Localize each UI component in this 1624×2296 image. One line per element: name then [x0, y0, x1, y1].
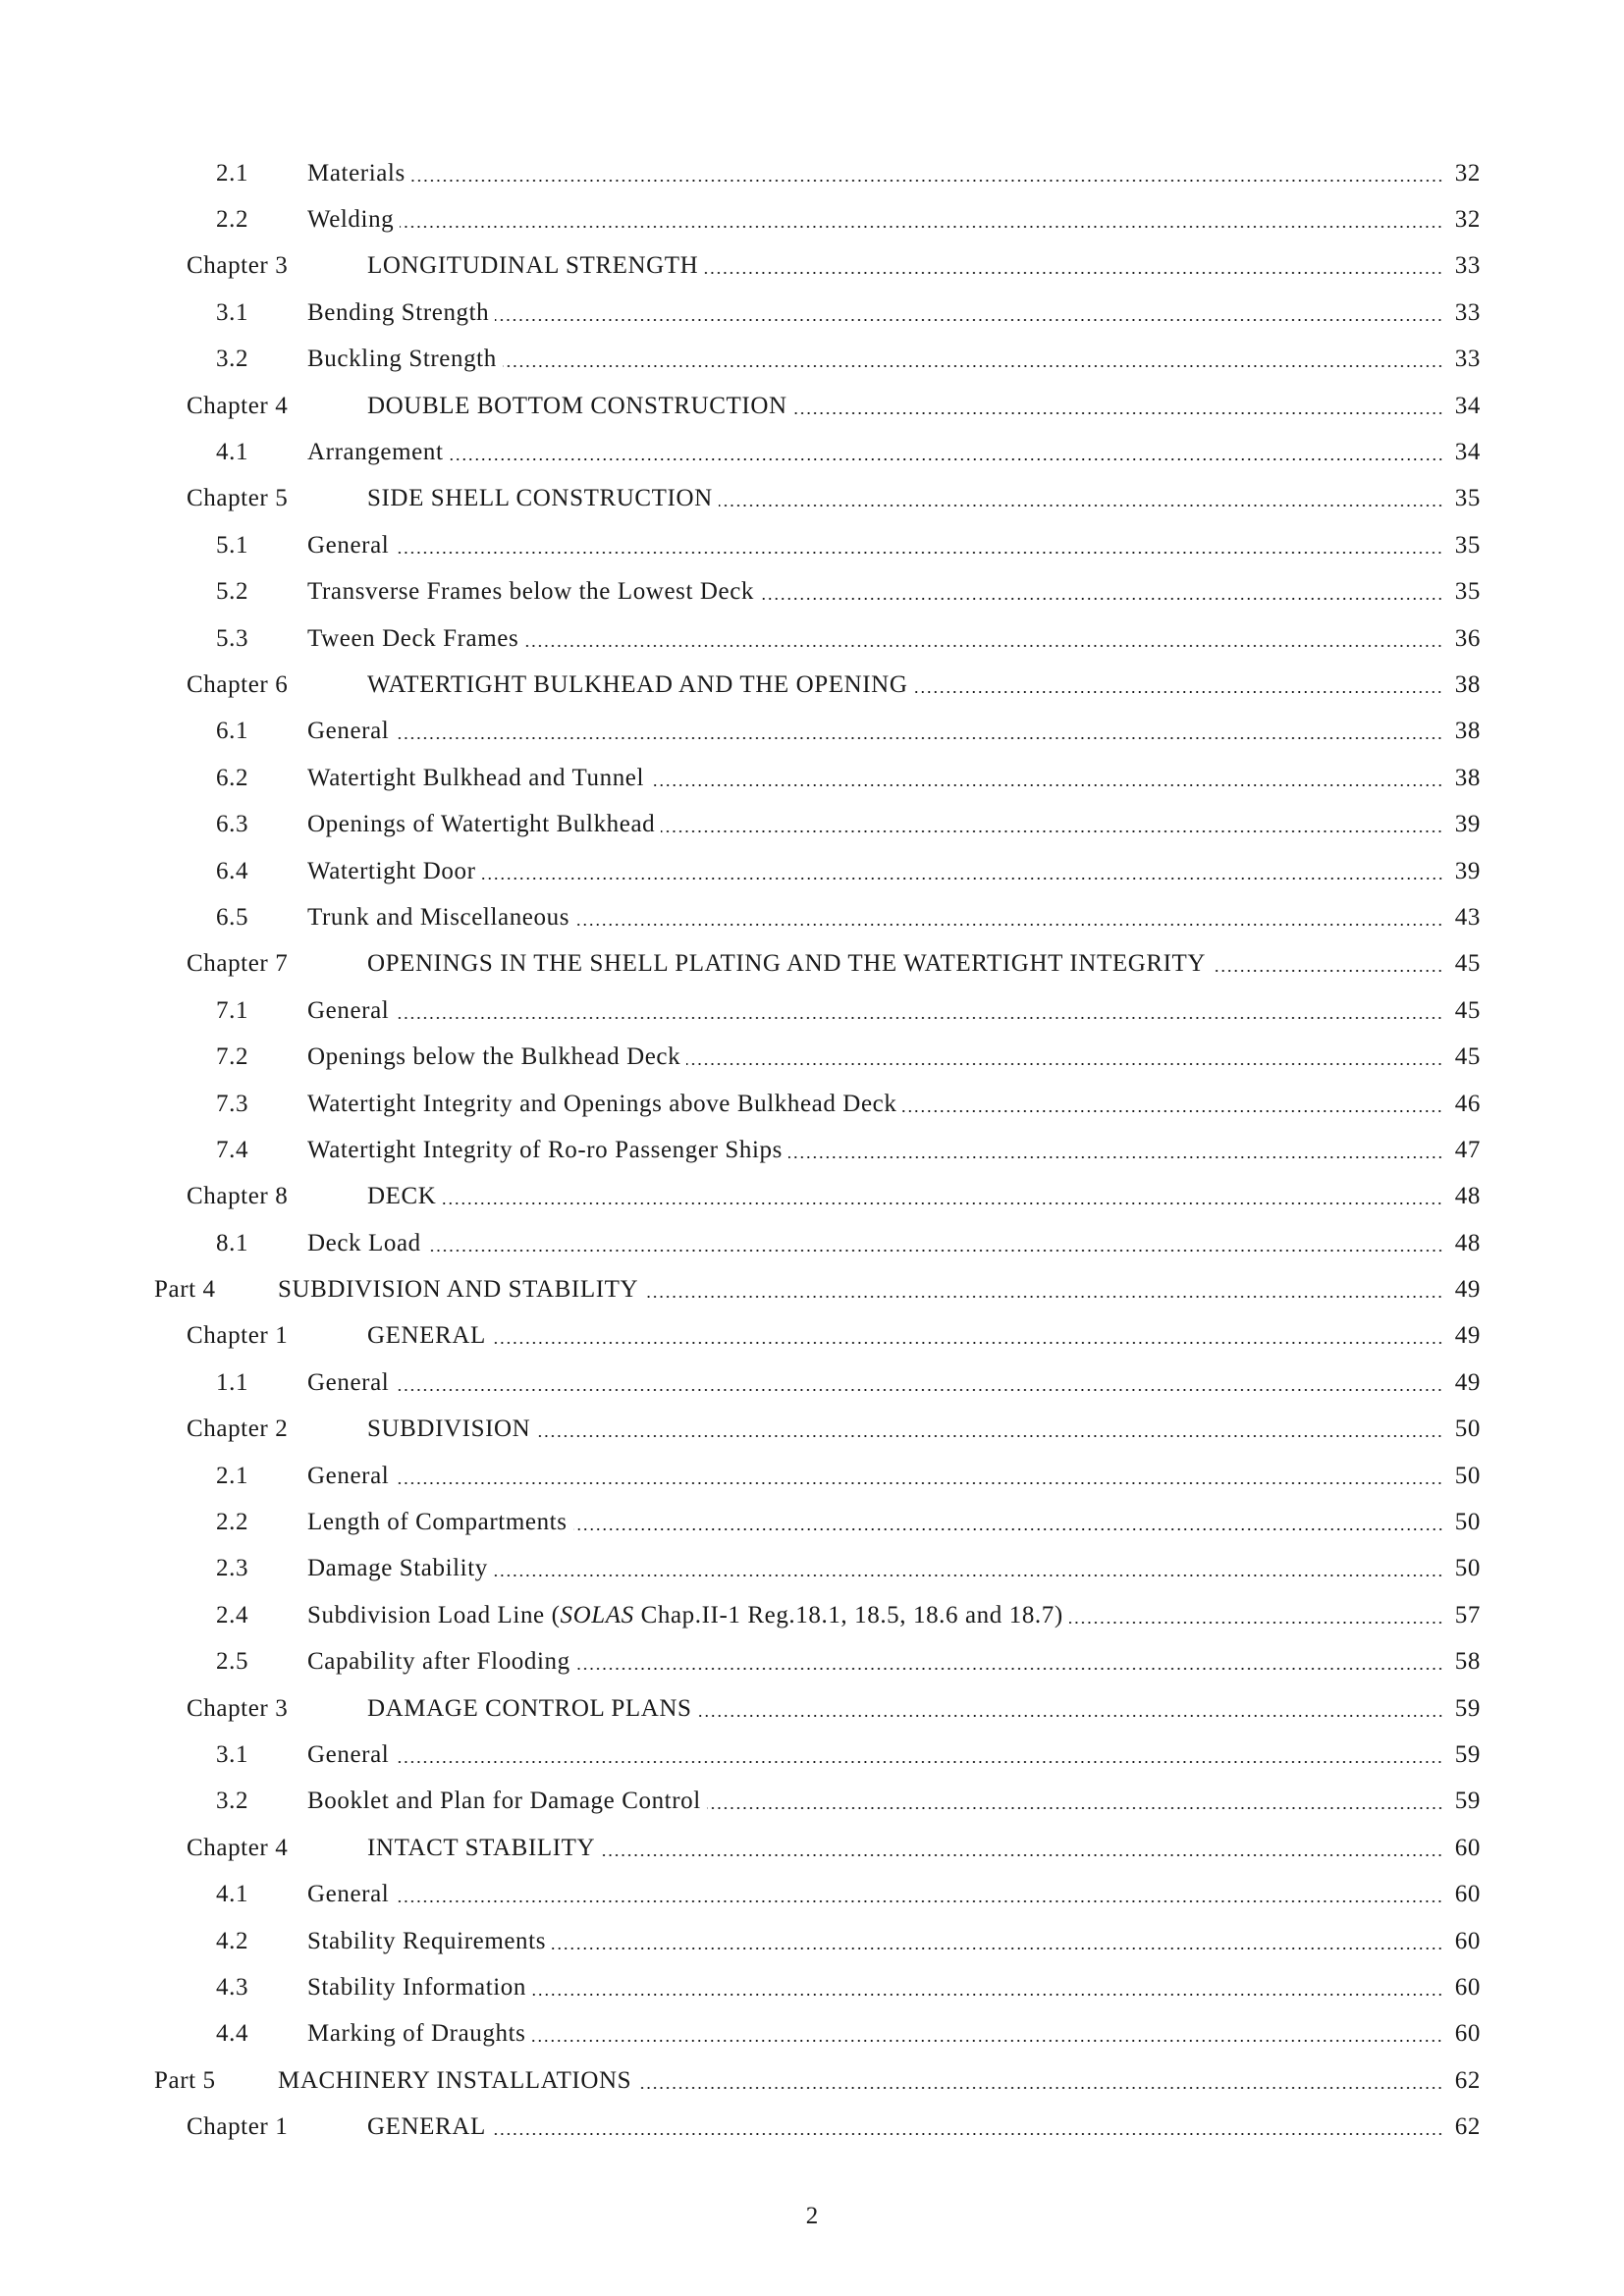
toc-entry-page: 35: [1454, 531, 1481, 559]
toc-entry-number: 6.1: [216, 718, 249, 745]
toc-entry-number: 7.3: [216, 1090, 249, 1117]
toc-entry-page: 35: [1454, 578, 1481, 606]
dot-leader: [531, 2040, 1443, 2042]
toc-entry-title: Buckling Strength: [307, 346, 497, 373]
toc-entry-section[interactable]: [0, 755, 1624, 801]
toc-entry-title: General: [307, 1881, 390, 1908]
toc-entry-number: Chapter 1: [187, 2113, 289, 2141]
toc-entry-title: Tween Deck Frames: [307, 624, 519, 652]
toc-entry-title: Length of Compartments: [307, 1509, 568, 1536]
toc-entry-section[interactable]: [0, 709, 1624, 755]
dot-leader: [450, 458, 1444, 460]
toc-entry-title: General: [307, 531, 390, 559]
toc-entry-section[interactable]: [0, 196, 1624, 242]
toc-entry-page: 45: [1454, 950, 1481, 978]
toc-entry-title: DECK: [367, 1183, 437, 1210]
toc-entry-title: SUBDIVISION AND STABILITY: [278, 1276, 639, 1304]
toc-entry-section[interactable]: [0, 615, 1624, 662]
toc-entry-part[interactable]: [0, 2057, 1624, 2104]
toc-entry-title: Watertight Integrity and Openings above Bulkhead Deck: [307, 1090, 897, 1117]
toc-entry-page: 38: [1454, 670, 1481, 698]
toc-entry-section[interactable]: [0, 1034, 1624, 1080]
dot-leader: [788, 1156, 1443, 1158]
toc-entry-section[interactable]: [0, 1918, 1624, 1964]
toc-entry-page: 34: [1454, 392, 1481, 419]
toc-entry-title: Bending Strength: [307, 298, 490, 326]
toc-entry-title: General: [307, 1368, 390, 1396]
toc-entry-title: OPENINGS IN THE SHELL PLATING AND THE WATERTIGHT INTEGRITY: [367, 950, 1207, 978]
toc-entry-number: Chapter 4: [187, 392, 289, 419]
dot-leader: [395, 1761, 1443, 1763]
toc-entry-page: 46: [1454, 1090, 1481, 1117]
toc-entry-section[interactable]: [0, 290, 1624, 336]
dot-leader: [575, 924, 1443, 926]
toc-entry-section[interactable]: [0, 1453, 1624, 1499]
toc-entry-page: 35: [1454, 485, 1481, 512]
toc-entry-number: 4.3: [216, 1973, 249, 2001]
toc-entry-section[interactable]: [0, 1732, 1624, 1778]
toc-entry-number: 2.2: [216, 1509, 249, 1536]
toc-entry-chapter[interactable]: [0, 383, 1624, 429]
toc-entry-number: 2.4: [216, 1601, 249, 1629]
toc-entry-chapter[interactable]: [0, 1174, 1624, 1220]
toc-entry-section[interactable]: [0, 1871, 1624, 1917]
toc-entry-chapter[interactable]: [0, 1825, 1624, 1871]
toc-entry-page: 36: [1454, 624, 1481, 652]
toc-entry-number: 3.1: [216, 298, 249, 326]
toc-entry-title: WATERTIGHT BULKHEAD AND THE OPENING: [367, 670, 908, 698]
dot-leader: [427, 1250, 1443, 1252]
toc-entry-page: 60: [1454, 2020, 1481, 2048]
toc-entry-page: 32: [1454, 159, 1481, 187]
toc-entry-title: Arrangement: [307, 439, 444, 466]
dot-leader: [913, 691, 1443, 693]
dot-leader: [395, 1389, 1443, 1391]
toc-entry-section[interactable]: [0, 1639, 1624, 1685]
toc-entry-number: 3.2: [216, 346, 249, 373]
toc-entry-page: 38: [1454, 764, 1481, 791]
toc-entry-page: 45: [1454, 996, 1481, 1024]
toc-entry-number: 2.5: [216, 1648, 249, 1676]
toc-entry-chapter[interactable]: [0, 1313, 1624, 1360]
toc-entry-number: Chapter 3: [187, 1694, 289, 1722]
toc-entry-number: 7.2: [216, 1043, 249, 1071]
toc-entry-chapter[interactable]: [0, 1407, 1624, 1453]
dot-leader: [1069, 1622, 1443, 1624]
toc-entry-title: Materials: [307, 159, 406, 187]
dot-leader: [601, 1854, 1443, 1856]
toc-entry-section[interactable]: [0, 1779, 1624, 1825]
toc-entry-title: General: [307, 718, 390, 745]
toc-entry-page: 33: [1454, 346, 1481, 373]
dot-leader: [536, 1435, 1443, 1437]
toc-entry-title-part: Subdivision Load Line (: [307, 1601, 561, 1629]
toc-entry-title: LONGITUDINAL STRENGTH: [367, 252, 699, 280]
toc-entry-page: 59: [1454, 1694, 1481, 1722]
toc-entry-page: 62: [1454, 2113, 1481, 2141]
dot-leader: [552, 1948, 1443, 1949]
toc-entry-number: 4.1: [216, 439, 249, 466]
toc-entry-section[interactable]: [0, 1546, 1624, 1592]
toc-entry-page: 39: [1454, 857, 1481, 884]
toc-entry-page: 33: [1454, 252, 1481, 280]
toc-entry-page: 49: [1454, 1276, 1481, 1304]
dot-leader: [494, 1575, 1443, 1576]
toc-entry-number: 6.3: [216, 811, 249, 838]
dot-leader: [650, 784, 1443, 786]
toc-entry-section[interactable]: [0, 1964, 1624, 2010]
toc-entry-page: 50: [1454, 1415, 1481, 1443]
toc-entry-number: 6.2: [216, 764, 249, 791]
toc-entry-title: General: [307, 996, 390, 1024]
toc-entry-title: INTACT STABILITY: [367, 1834, 596, 1861]
toc-entry-number: 8.1: [216, 1229, 249, 1256]
toc-entry-page: 32: [1454, 206, 1481, 234]
toc-entry-page: 59: [1454, 1740, 1481, 1768]
toc-entry-title: Watertight Bulkhead and Tunnel: [307, 764, 645, 791]
toc-entry-title: SUBDIVISION: [367, 1415, 531, 1443]
toc-entry-section[interactable]: [0, 1499, 1624, 1545]
toc-entry-section[interactable]: [0, 2011, 1624, 2057]
toc-entry-title: DAMAGE CONTROL PLANS: [367, 1694, 692, 1722]
toc-entry-number: Part 5: [154, 2066, 216, 2094]
dot-leader: [395, 552, 1443, 554]
toc-entry-number: Chapter 5: [187, 485, 289, 512]
toc-entry-number: 2.1: [216, 159, 249, 187]
toc-entry-number: 5.1: [216, 531, 249, 559]
toc-entry-page: 49: [1454, 1322, 1481, 1350]
toc-entry-number: Chapter 7: [187, 950, 289, 978]
dot-leader: [707, 1807, 1443, 1809]
toc-entry-section[interactable]: [0, 429, 1624, 475]
dot-leader: [637, 2087, 1443, 2089]
toc-entry-title: Stability Information: [307, 1973, 526, 2001]
page-number: 2: [805, 2203, 819, 2229]
dot-leader: [576, 1668, 1443, 1670]
toc-entry-page: 45: [1454, 1043, 1481, 1071]
toc-entry-number: 4.4: [216, 2020, 249, 2048]
dot-leader: [495, 319, 1443, 321]
toc-entry-title: Damage Stability: [307, 1555, 488, 1582]
toc-entry-number: Chapter 6: [187, 670, 289, 698]
dot-leader: [482, 878, 1443, 880]
toc-entry-part[interactable]: [0, 1266, 1624, 1312]
toc-entry-title: Watertight Integrity of Ro-ro Passenger Ships: [307, 1136, 783, 1163]
toc-entry-title: DOUBLE BOTTOM CONSTRUCTION: [367, 392, 787, 419]
toc-entry-section[interactable]: [0, 1592, 1624, 1638]
toc-entry-page: 60: [1454, 1973, 1481, 2001]
toc-entry-title: Stability Requirements: [307, 1927, 547, 1954]
toc-entry-number: 2.2: [216, 206, 249, 234]
toc-entry-page: 47: [1454, 1136, 1481, 1163]
toc-entry-number: 7.1: [216, 996, 249, 1024]
dot-leader: [503, 365, 1443, 367]
toc-entry-title: Openings of Watertight Bulkhead: [307, 811, 656, 838]
toc-entry-section[interactable]: [0, 150, 1624, 196]
toc-entry-number: 2.3: [216, 1555, 249, 1582]
toc-entry-section[interactable]: [0, 569, 1624, 615]
dot-leader: [395, 1900, 1443, 1902]
toc-entry-number: 3.1: [216, 1740, 249, 1768]
toc-entry-title: Deck Load: [307, 1229, 421, 1256]
toc-entry-chapter[interactable]: [0, 1685, 1624, 1732]
toc-entry-page: 50: [1454, 1462, 1481, 1489]
dot-leader: [644, 1296, 1443, 1298]
toc-entry-page: 62: [1454, 2066, 1481, 2094]
toc-entry-page: 59: [1454, 1788, 1481, 1815]
toc-entry-section[interactable]: [0, 337, 1624, 383]
dot-leader: [902, 1110, 1443, 1112]
toc-entry-number: Chapter 3: [187, 252, 289, 280]
toc-entry-page: 38: [1454, 718, 1481, 745]
toc-entry-chapter[interactable]: [0, 2104, 1624, 2150]
toc-entry-number: 5.2: [216, 578, 249, 606]
dot-leader: [698, 1715, 1443, 1717]
dot-leader: [793, 412, 1443, 414]
dot-leader: [661, 830, 1443, 832]
toc-entry-page: 48: [1454, 1229, 1481, 1256]
dot-leader: [686, 1063, 1443, 1065]
toc-entry-number: Chapter 1: [187, 1322, 289, 1350]
toc-entry-number: 2.1: [216, 1462, 249, 1489]
toc-entry-section[interactable]: [0, 1081, 1624, 1127]
toc-entry-section[interactable]: [0, 848, 1624, 894]
toc-entry-title: MACHINERY INSTALLATIONS: [278, 2066, 632, 2094]
dot-leader: [760, 598, 1443, 600]
toc-entry-section[interactable]: [0, 894, 1624, 940]
toc-entry-number: Chapter 4: [187, 1834, 289, 1861]
toc-entry-number: 1.1: [216, 1368, 249, 1396]
toc-entry-number: 6.5: [216, 903, 249, 931]
toc-entry-page: 50: [1454, 1509, 1481, 1536]
toc-entry-page: 49: [1454, 1368, 1481, 1396]
toc-entry-title-part: Chap.II-1 Reg.18.1, 18.5, 18.6 and 18.7): [633, 1601, 1063, 1629]
dot-leader: [492, 2133, 1443, 2135]
toc-entry-page: 33: [1454, 298, 1481, 326]
dot-leader: [395, 1017, 1443, 1019]
toc-entry-title: Welding: [307, 206, 395, 234]
toc-entry-title: Transverse Frames below the Lowest Deck: [307, 578, 755, 606]
table-of-contents: [0, 150, 1624, 2151]
toc-entry-page: 34: [1454, 439, 1481, 466]
toc-entry-section[interactable]: [0, 1220, 1624, 1266]
toc-entry-title: SIDE SHELL CONSTRUCTION: [367, 485, 713, 512]
toc-entry-page: 60: [1454, 1927, 1481, 1954]
toc-entry-title: GENERAL: [367, 1322, 486, 1350]
toc-entry-section[interactable]: [0, 1127, 1624, 1173]
dot-leader: [411, 180, 1443, 182]
toc-entry-number: 5.3: [216, 624, 249, 652]
toc-entry-section[interactable]: [0, 1360, 1624, 1406]
dot-leader: [704, 272, 1443, 274]
toc-entry-chapter[interactable]: [0, 941, 1624, 988]
dot-leader: [395, 737, 1443, 739]
toc-entry-title: General: [307, 1462, 390, 1489]
dot-leader: [524, 645, 1443, 647]
toc-entry-section[interactable]: [0, 801, 1624, 847]
toc-entry-page: 58: [1454, 1648, 1481, 1676]
toc-entry-title: Capability after Flooding: [307, 1648, 570, 1676]
dot-leader: [442, 1202, 1443, 1204]
toc-entry-chapter[interactable]: [0, 476, 1624, 522]
toc-entry-page: 60: [1454, 1834, 1481, 1861]
toc-entry-title-emphasis: SOLAS: [560, 1601, 634, 1629]
toc-entry-number: 4.2: [216, 1927, 249, 1954]
toc-entry-number: Chapter 8: [187, 1183, 289, 1210]
toc-entry-page: 43: [1454, 903, 1481, 931]
toc-entry-page: 39: [1454, 811, 1481, 838]
dot-leader: [532, 1994, 1443, 1996]
toc-entry-page: 50: [1454, 1555, 1481, 1582]
toc-entry-chapter[interactable]: [0, 243, 1624, 290]
toc-entry-title: [307, 1602, 1063, 1629]
dot-leader: [1212, 970, 1443, 972]
toc-entry-title: Watertight Door: [307, 857, 476, 884]
toc-entry-number: 3.2: [216, 1788, 249, 1815]
toc-entry-number: 4.1: [216, 1881, 249, 1908]
toc-entry-title: Openings below the Bulkhead Deck: [307, 1043, 681, 1071]
toc-entry-title: General: [307, 1740, 390, 1768]
dot-leader: [492, 1342, 1443, 1344]
dot-leader: [719, 505, 1443, 507]
toc-entry-section[interactable]: [0, 522, 1624, 568]
toc-entry-page: 48: [1454, 1183, 1481, 1210]
toc-entry-chapter[interactable]: [0, 662, 1624, 708]
toc-entry-title: Trunk and Miscellaneous: [307, 903, 570, 931]
toc-entry-title: GENERAL: [367, 2113, 486, 2141]
toc-entry-number: 7.4: [216, 1136, 249, 1163]
dot-leader: [573, 1528, 1443, 1530]
dot-leader: [400, 226, 1443, 228]
toc-entry-title: Marking of Draughts: [307, 2020, 526, 2048]
toc-entry-section[interactable]: [0, 988, 1624, 1034]
toc-entry-number: Chapter 2: [187, 1415, 289, 1443]
toc-entry-page: 60: [1454, 1881, 1481, 1908]
toc-entry-number: 6.4: [216, 857, 249, 884]
toc-entry-title: Booklet and Plan for Damage Control: [307, 1788, 701, 1815]
dot-leader: [395, 1482, 1443, 1484]
toc-entry-page: 57: [1454, 1601, 1481, 1629]
toc-entry-number: Part 4: [154, 1276, 216, 1304]
